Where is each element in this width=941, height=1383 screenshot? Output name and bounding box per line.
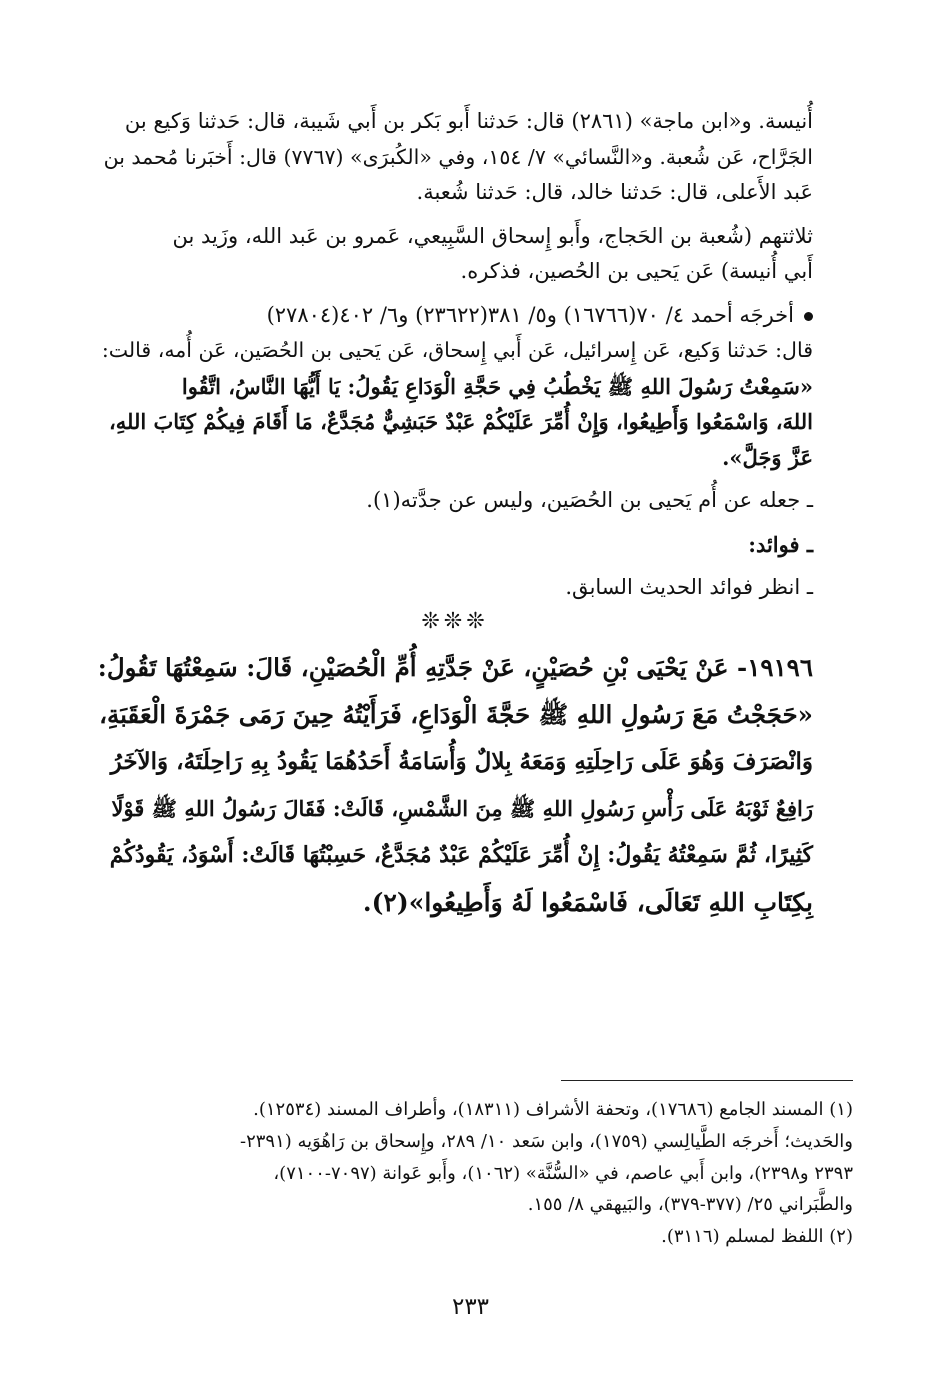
footnotes [97, 1094, 853, 1253]
text-line: «سَمِعْتُ رَسُولَ اللهِ ﷺ يَخْطُبُ فِي حَجَّةِ الْوَدَاعِ يَقُولُ: يَا أَيُّهَا النَّاسُ، اتَّقُوا [181, 373, 813, 399]
benefits-heading: ـ فوائد: [748, 531, 813, 557]
benefits-text: ـ انظر فوائد الحديث السابق. [565, 575, 813, 599]
hadith-line: بِكِتَابِ اللهِ تَعَالَى، فَاسْمَعُوا لَهُ وَأَطِيعُوا»(٢). [362, 887, 813, 917]
note-line: ـ جعله عن أُم يَحيى بن الحُصَين، وليس عن جدَّته(١). [366, 488, 813, 512]
text-line: قال: حَدثنا وَكيع، عَن إِسرائيل، عَن أَبي إِسحاق، عَن يَحيى بن الحُصَين، عَن أُمه، قالت: [101, 338, 813, 362]
text-line: اللهَ، وَاسْمَعُوا وَأَطِيعُوا، وَإِنْ أُمِّرَ عَلَيْكُمْ عَبْدٌ حَبَشِيٌّ مُجَدَّعٌ، مَا أَقَامَ فِيكُمْ كِتَابَ اللهِ، [108, 409, 813, 434]
text-line: عَبد الأَعلى، قال: حَدثنا خالد، قال: حَدثنا شُعبة. [416, 180, 813, 204]
paragraph-chain-2 [97, 219, 813, 290]
text-line: أُنيسة. و«ابن ماجة» (٢٨٦١) قال: حَدثنا أَبو بَكر بن أَبي شَيبة، قال: حَدثنا وَكيع بن [124, 109, 813, 133]
hadith-line: «حَجَجْتُ مَعَ رَسُولِ اللهِ ﷺ حَجَّةَ الْوَدَاعِ، فَرَأَيْتُهُ حِينَ رَمَى جَمْرَةَ الْعَقَبَةِ، [99, 699, 813, 729]
main-text [97, 104, 813, 926]
hadith-block [97, 644, 813, 926]
footnote-line: (٢) اللفظ لمسلم (٣١١٦). [661, 1226, 853, 1248]
text-line: ثلاثتهم (شُعبة بن الحَجاج، وأَبو إِسحاق السَّبِيعي، عَمرو بن عَبد الله، وزَيد بن [172, 223, 813, 248]
takhrij-line: أخرجَه أحمد ٤/ ٧٠(١٦٧٦٦) و٥/ ٣٨١(٢٣٦٢٢) و٦/ ٤٠٢(٢٧٨٠٤) [266, 302, 794, 327]
hadith-line: رَافِعٌ ثَوْبَهُ عَلَى رَأْسِ رَسُولِ اللهِ ﷺ مِنَ الشَّمْسِ، قَالَتْ: فَقَالَ رَسُولُ اللهِ ﷺ قَوْلًا [111, 795, 813, 821]
text-line: عَزَّ وَجَلَّ». [722, 444, 813, 470]
hadith-line: وَانْصَرَفَ وَهُوَ عَلَى رَاحِلَتِهِ وَمَعَهُ بِلالٌ وَأُسَامَةُ أَحَدُهُمَا يَقُودُ بِهِ رَاحِلَتَهُ، وَالآخَرُ [110, 747, 813, 775]
text-line: الجَرَّاح، عَن شُعبة. و«النَّسائي» ٧/ ١٥٤، وفي «الكُبرَى» (٧٧٦٧) قال: أَخبَرنا مُحمد بن [103, 144, 813, 169]
text-line [97, 298, 813, 334]
footnote-line: والطَّبَراني ٢٥/ (٣٧٧-٣٧٩)، والبَيهقي ٨/ ١٥٥. [527, 1194, 853, 1216]
footnote-divider [561, 1080, 853, 1081]
footnote-line: ٢٣٩٣ و٢٣٩٨)، وابن أَبي عاصم، في «السُّنَّة» (١٠٦٢)، وأَبو عَوانة (٧٠٩٧-٧١٠٠)، [273, 1162, 853, 1184]
footnote-line: (١) المسند الجامع (١٧٦٨٦)، وتحفة الأشراف (١٨٣١١)، وأطراف المسند (١٢٥٣٤). [253, 1099, 853, 1120]
section-separator: ❊❊❊ [421, 608, 489, 634]
hadith-line: كَثِيرًا، ثُمَّ سَمِعْتُهُ يَقُولُ: إِنْ أُمِّرَ عَلَيْكُمْ عَبْدٌ مُجَدَّعٌ، حَسِبْتُهَا قَالَتْ: أَسْوَدُ، يَقُودُكُمْ [109, 841, 813, 868]
footnote-line: والحَديث؛ أَخرجَه الطَّيالِسي (١٧٥٩)، وابن سَعد ١٠/ ٢٨٩، وإِسحاق بن رَاهُوَيه (٢٣٩١- [239, 1130, 853, 1152]
page-number: ٢٣٣ [451, 1294, 490, 1320]
paragraph-chain-1 [97, 104, 813, 211]
paragraph-takhrij [97, 298, 813, 476]
hadith-line: ١٩١٩٦- عَنْ يَحْيَى بْنِ حُصَيْنٍ، عَنْ جَدَّتِهِ أُمِّ الْحُصَيْنِ، قَالَ: سَمِعْتُهَا تَقُولُ: [97, 652, 813, 682]
text-line: أَبي أُنيسة) عَن يَحيى بن الحُصين، فذكره. [460, 259, 813, 283]
bullet-icon [804, 312, 813, 321]
